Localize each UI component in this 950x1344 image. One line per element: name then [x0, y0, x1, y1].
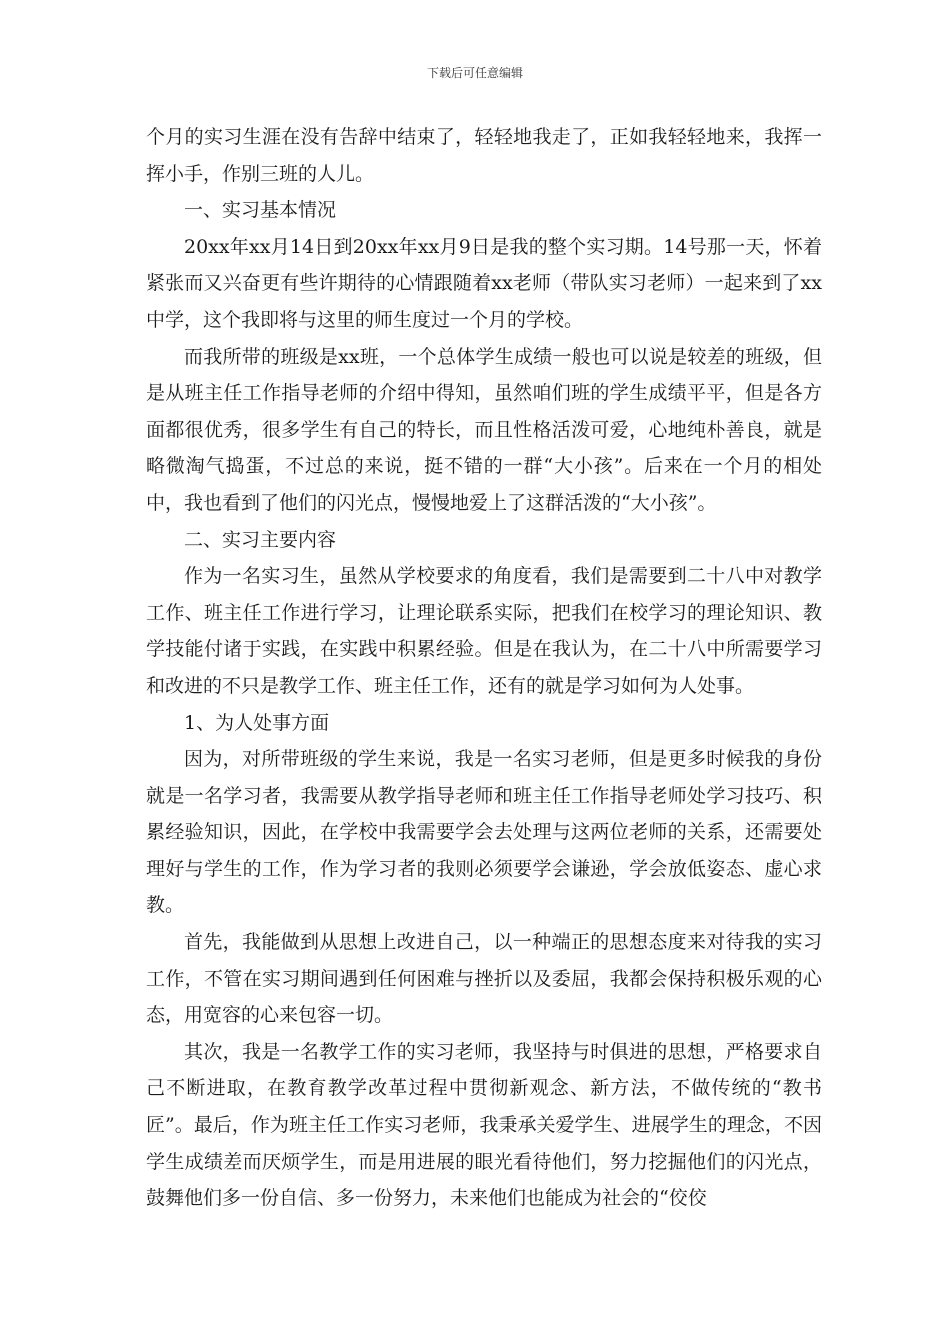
paragraph-4: 作为一名实习生，虽然从学校要求的角度看，我们是需要到二十八中对教学工作、班主任工作进行学习，让理论联系实际，把我们在校学习的理论知识、教学技能付诸于实践，在实践中积累经验。但是在我认为，在二十八中所需要学习和改进的不只是教学工作、班主任工作，还有的就是学习如何为人处事。: [146, 565, 822, 697]
page-header: 下载后可任意编辑: [426, 66, 523, 80]
paragraph-6: 首先，我能做到从思想上改进自己，以一种端正的思想态度来对待我的实习工作，不管在实习期间遇到任何困难与挫折以及委屈，我都会保持积极乐观的心态，用宽容的心来包容一切。: [146, 931, 822, 1027]
paragraph-3: 而我所带的班级是xx班，一个总体学生成绩一般也可以说是较差的班级，但是从班主任工作指导老师的介绍中得知，虽然咱们班的学生成绩平平，但是各方面都很优秀，很多学生有自己的特长，而且性格活泼可爱，心地纯朴善良，就是略微淘气捣蛋，不过总的来说，挺不错的一群“大小孩”。后来在一个月的相处中，我也看到了他们的闪光点，慢慢地爱上了这群活泼的“大小孩”。: [146, 345, 822, 514]
subsection-heading-conduct: 1、为人处事方面: [184, 711, 330, 734]
section-heading-basic-info: 一、实习基本情况: [184, 199, 337, 222]
paragraph-7: 其次，我是一名教学工作的实习老师，我坚持与时俱进的思想，严格要求自己不断进取，在教育教学改革过程中贯彻新观念、新方法，不做传统的“教书匠”。最后，作为班主任工作实习老师，我秉承关爱学生、进展学生的理念，不因学生成绩差而厌烦学生，而是用进展的眼光看待他们，努力挖掘他们的闪光点，鼓舞他们多一份自信、多一份努力，未来他们也能成为社会的“佼佼: [146, 1040, 822, 1210]
paragraph-2: 20xx年xx月14日到20xx年xx月9日是我的整个实习期。14号那一天，怀着紧张而又兴奋更有些许期待的心情跟随着xx老师（带队实习老师）一起来到了xx中学，这个我即将与这里的师生度过一个月的学校。: [146, 235, 822, 331]
section-heading-main-content: 二、实习主要内容: [184, 528, 337, 551]
paragraph-5: 因为，对所带班级的学生来说，我是一名实习老师，但是更多时候我的身份就是一名学习者，我需要从教学指导老师和班主任工作指导老师处学习技巧、积累经验知识，因此，在学校中我需要学会去处理与这两位老师的关系，还需要处理好与学生的工作，作为学习者的我则必须要学会谦逊，学会放低姿态、虚心求教。: [146, 748, 822, 917]
document-body: [146, 119, 822, 1217]
paragraph-1: 个月的实习生涯在没有告辞中结束了，轻轻地我走了，正如我轻轻地来，我挥一挥小手，作别三班的人儿。: [146, 126, 822, 185]
